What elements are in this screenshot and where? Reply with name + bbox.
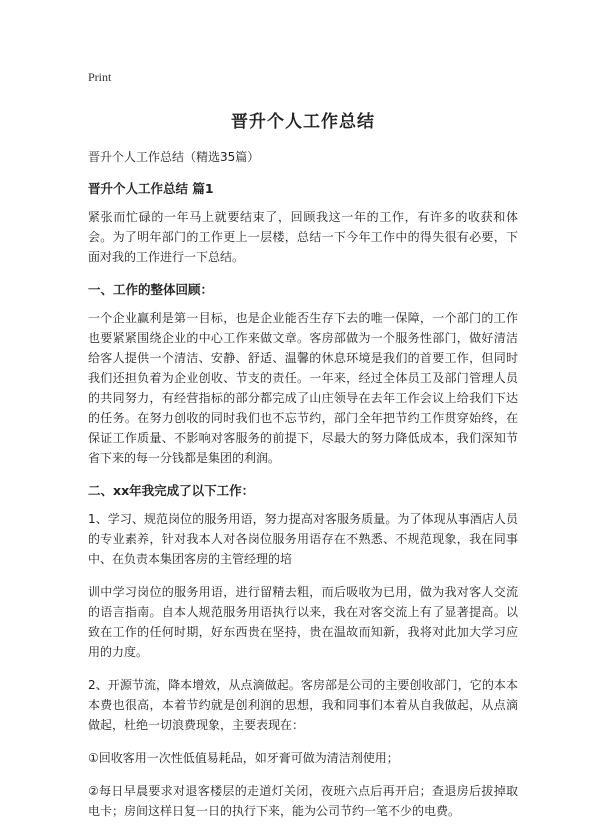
- paragraph-work-item-2: 2、开源节流，降本增效，从点滴做起。客房部是公司的主要创收部门，它的本本本费也很高，本着节约就是创利润的思想，我和同事们本着从自我做起，从点滴做起，杜绝一切浪费现象，主要表现在：: [88, 678, 518, 732]
- heading-completed-work: 二、xx年我完成了以下工作：: [88, 483, 255, 498]
- document-title: 晋升个人工作总结: [231, 112, 375, 132]
- paragraph-saving-2: ②每日早晨要求对退客楼层的走道灯关闭，夜班六点后再开启；查退房后拔掉取电卡；房间这样日复一日的执行下来，能为公司节约一笔不少的电费。: [88, 784, 518, 818]
- paragraph-saving-1: ①回收客用一次性低值易耗品，如牙膏可做为清洁剂使用；: [88, 751, 399, 765]
- document-subtitle: 晋升个人工作总结（精选35篇）: [88, 150, 260, 164]
- document-page: [88, 70, 518, 834]
- paragraph-work-item-1: 1、学习、规范岗位的服务用语，努力提高对客服务质量。为了体现从事酒店人员的专业素养，针对我本人对各岗位服务用语存在不熟悉、不规范现象，我在同事中、在负责本集团客房的主管经理的培: [88, 512, 518, 566]
- print-link[interactable]: Print: [88, 70, 112, 84]
- paragraph-overall-review: 一个企业赢利是第一目标，也是企业能否生存下去的唯一保障，一个部门的工作也要紧紧围绕企业的中心工作来做文章。客房部做为一个服务性部门，做好清洁给客人提供一个清洁、安静、舒适、温馨的休息环境是我们的首要工作，但同时我们还担负着为企业创收、节支的责任。一年来，经过全体员工及部门管理人员的共同努力，有经营指标的部分都完成了山庄领导在去年工作会议上给我们下达的任务。在努力创收的同时我们也不忘节约，部门全年把节约工作贯穿始终，在保证工作质量、不影响对客服务的前提下，尽最大的努力降低成本，我们深知节省下来的每一分钱都是集团的利润。: [88, 311, 518, 465]
- paragraph-work-item-1-continued: 训中学习岗位的服务用语，进行留精去粗，而后吸收为已用，做为我对客人交流的语言指南。自本人规范服务用语执行以来，我在对客交流上有了显著提高。以致在工作的任何时期，好东西贵在坚持，贵在温故而知新，我将对此加大学习应用的力度。: [88, 585, 518, 659]
- intro-paragraph: 紧张而忙碌的一年马上就要结束了，回顾我这一年的工作，有许多的收获和体会。为了明年部门的工作更上一层楼，总结一下今年工作中的得失很有必要，下面对我的工作进行一下总结。: [88, 210, 518, 264]
- section-title: 晋升个人工作总结 篇1: [88, 181, 214, 196]
- heading-overall-review: 一、工作的整体回顾：: [88, 282, 214, 297]
